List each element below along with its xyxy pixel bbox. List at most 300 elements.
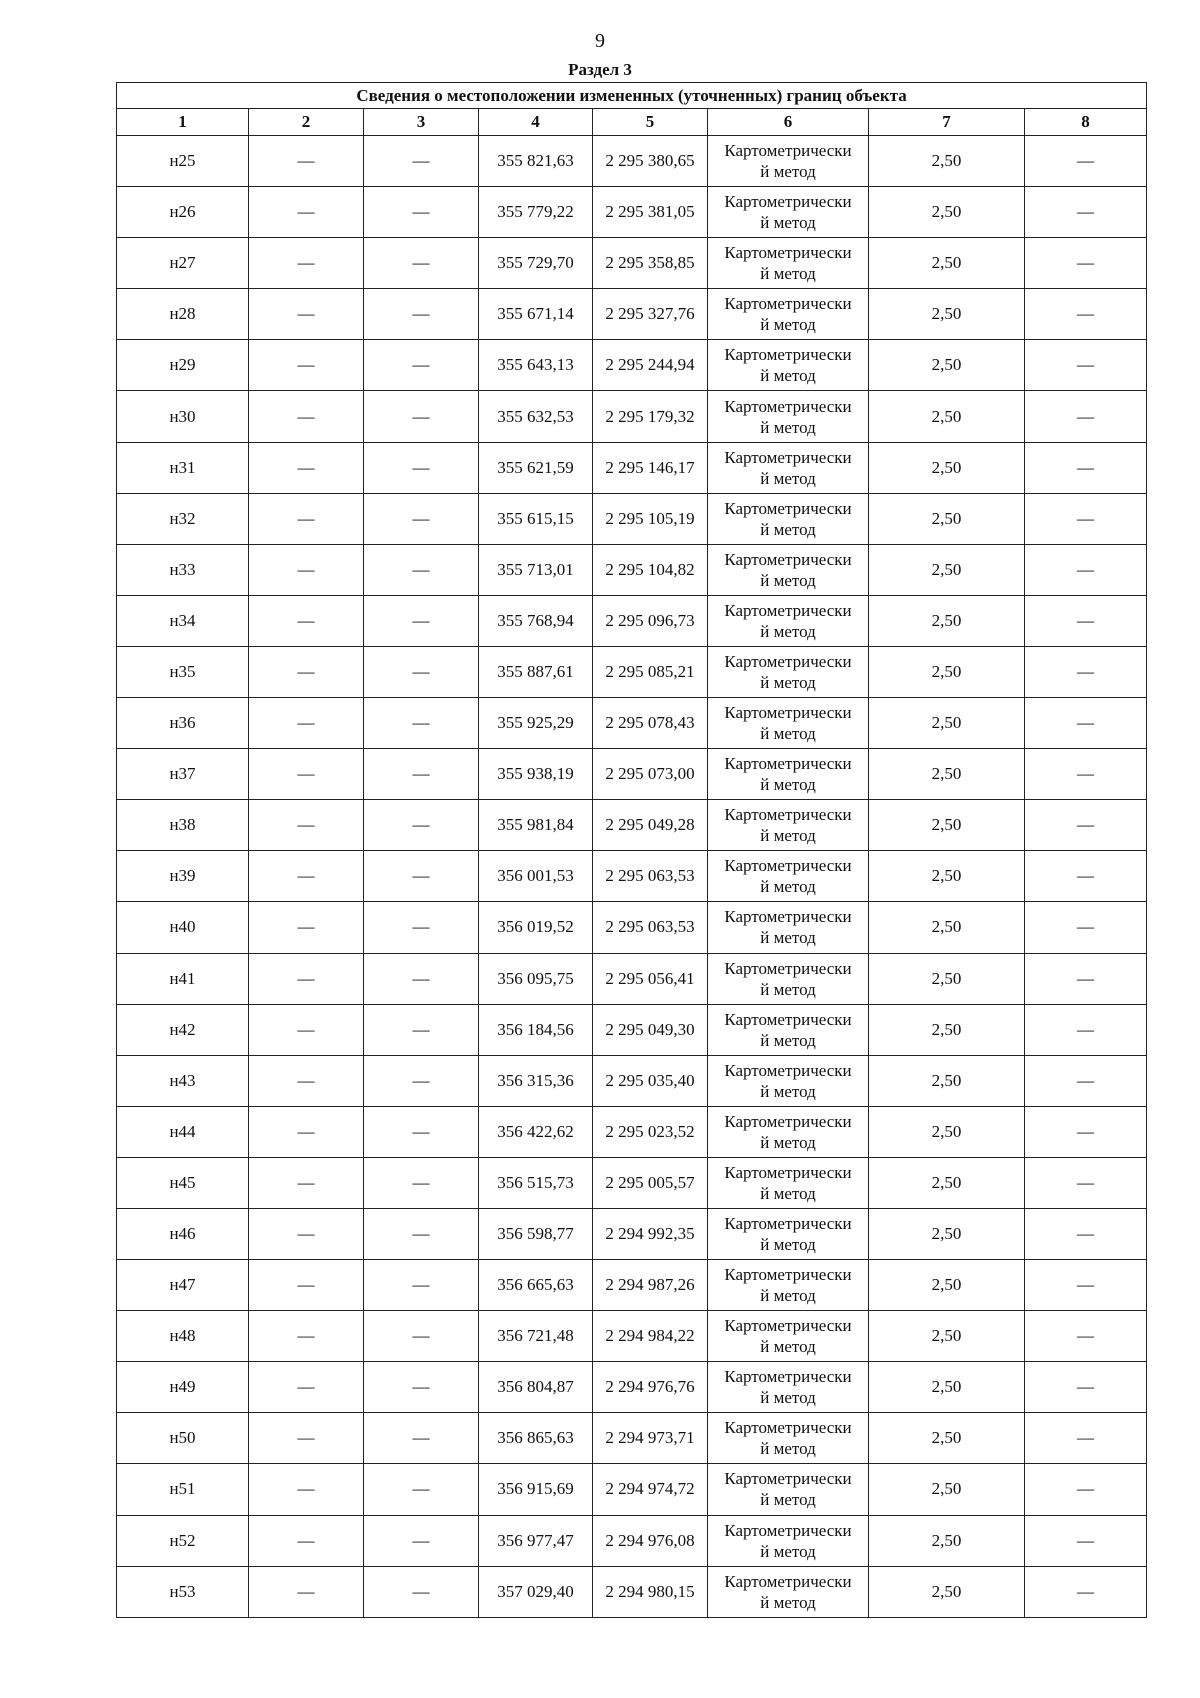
dash-cell: — xyxy=(1025,749,1147,800)
method-line-2: й метод xyxy=(760,1490,816,1510)
method-line-2: й метод xyxy=(760,162,816,182)
method-line-2: й метод xyxy=(760,621,816,641)
dash-cell: — xyxy=(364,1208,479,1259)
accuracy-cell: 2,50 xyxy=(869,1004,1025,1055)
accuracy-cell: 2,50 xyxy=(869,1311,1025,1362)
dash-cell: — xyxy=(1025,1362,1147,1413)
dash-cell: — xyxy=(1025,800,1147,851)
method-line-2: й метод xyxy=(760,570,816,590)
dash-cell: — xyxy=(1025,698,1147,749)
y-coordinate-cell: 2 295 381,05 xyxy=(593,187,708,238)
method-line-1: Картометрически xyxy=(724,243,852,263)
table-row xyxy=(117,1055,1147,1106)
dash-cell: — xyxy=(249,646,364,697)
x-coordinate-cell: 356 804,87 xyxy=(479,1362,593,1413)
dash-cell: — xyxy=(1025,953,1147,1004)
method-line-2: й метод xyxy=(760,1132,816,1152)
accuracy-cell: 2,50 xyxy=(869,493,1025,544)
dash-cell: — xyxy=(1025,391,1147,442)
dash-cell: — xyxy=(364,391,479,442)
method-cell xyxy=(708,442,869,493)
accuracy-cell: 2,50 xyxy=(869,851,1025,902)
y-coordinate-cell: 2 295 105,19 xyxy=(593,493,708,544)
method-line-2: й метод xyxy=(760,366,816,386)
x-coordinate-cell: 355 729,70 xyxy=(479,238,593,289)
method-line-1: Картометрически xyxy=(724,1469,852,1489)
dash-cell: — xyxy=(1025,289,1147,340)
accuracy-cell: 2,50 xyxy=(869,1464,1025,1515)
table-row xyxy=(117,646,1147,697)
method-cell xyxy=(708,136,869,187)
method-line-1: Картометрически xyxy=(724,1009,852,1029)
accuracy-cell: 2,50 xyxy=(869,902,1025,953)
table-caption: Сведения о местоположении измененных (уточненных) границ объекта xyxy=(117,83,1147,109)
x-coordinate-cell: 355 925,29 xyxy=(479,698,593,749)
dash-cell: — xyxy=(1025,1515,1147,1566)
y-coordinate-cell: 2 295 179,32 xyxy=(593,391,708,442)
x-coordinate-cell: 355 779,22 xyxy=(479,187,593,238)
method-cell xyxy=(708,187,869,238)
dash-cell: — xyxy=(364,1515,479,1566)
method-cell xyxy=(708,238,869,289)
y-coordinate-cell: 2 295 096,73 xyxy=(593,595,708,646)
method-line-1: Картометрически xyxy=(724,1060,852,1080)
accuracy-cell: 2,50 xyxy=(869,1106,1025,1157)
dash-cell: — xyxy=(249,391,364,442)
table-row xyxy=(117,391,1147,442)
x-coordinate-cell: 356 001,53 xyxy=(479,851,593,902)
dash-cell: — xyxy=(364,493,479,544)
accuracy-cell: 2,50 xyxy=(869,1515,1025,1566)
method-line-1: Картометрически xyxy=(724,1162,852,1182)
method-line-1: Картометрически xyxy=(724,549,852,569)
dash-cell: — xyxy=(364,1311,479,1362)
x-coordinate-cell: 356 184,56 xyxy=(479,1004,593,1055)
y-coordinate-cell: 2 295 327,76 xyxy=(593,289,708,340)
x-coordinate-cell: 356 977,47 xyxy=(479,1515,593,1566)
method-line-2: й метод xyxy=(760,519,816,539)
method-cell xyxy=(708,1055,869,1106)
x-coordinate-cell: 355 713,01 xyxy=(479,544,593,595)
column-number: 2 xyxy=(249,109,364,136)
y-coordinate-cell: 2 295 063,53 xyxy=(593,851,708,902)
table-row xyxy=(117,595,1147,646)
accuracy-cell: 2,50 xyxy=(869,289,1025,340)
dash-cell: — xyxy=(1025,902,1147,953)
x-coordinate-cell: 357 029,40 xyxy=(479,1566,593,1617)
accuracy-cell: 2,50 xyxy=(869,1157,1025,1208)
dash-cell: — xyxy=(249,289,364,340)
dash-cell: — xyxy=(364,851,479,902)
point-id-cell: н49 xyxy=(117,1362,249,1413)
table-row xyxy=(117,1208,1147,1259)
column-number: 6 xyxy=(708,109,869,136)
y-coordinate-cell: 2 294 976,76 xyxy=(593,1362,708,1413)
method-line-1: Картометрически xyxy=(724,754,852,774)
dash-cell: — xyxy=(1025,1157,1147,1208)
dash-cell: — xyxy=(1025,851,1147,902)
method-cell xyxy=(708,1515,869,1566)
dash-cell: — xyxy=(1025,1208,1147,1259)
dash-cell: — xyxy=(1025,1464,1147,1515)
dash-cell: — xyxy=(249,1362,364,1413)
dash-cell: — xyxy=(364,1260,479,1311)
point-id-cell: н29 xyxy=(117,340,249,391)
method-line-1: Картометрически xyxy=(724,294,852,314)
accuracy-cell: 2,50 xyxy=(869,646,1025,697)
accuracy-cell: 2,50 xyxy=(869,1566,1025,1617)
table-row xyxy=(117,136,1147,187)
method-line-1: Картометрически xyxy=(724,498,852,518)
method-line-2: й метод xyxy=(760,979,816,999)
dash-cell: — xyxy=(1025,1566,1147,1617)
dash-cell: — xyxy=(249,1413,364,1464)
dash-cell: — xyxy=(1025,1004,1147,1055)
point-id-cell: н27 xyxy=(117,238,249,289)
x-coordinate-cell: 355 981,84 xyxy=(479,800,593,851)
dash-cell: — xyxy=(1025,1055,1147,1106)
y-coordinate-cell: 2 295 380,65 xyxy=(593,136,708,187)
y-coordinate-cell: 2 295 146,17 xyxy=(593,442,708,493)
method-cell xyxy=(708,953,869,1004)
accuracy-cell: 2,50 xyxy=(869,953,1025,1004)
method-cell xyxy=(708,646,869,697)
point-id-cell: н30 xyxy=(117,391,249,442)
table-row xyxy=(117,1566,1147,1617)
accuracy-cell: 2,50 xyxy=(869,1208,1025,1259)
point-id-cell: н53 xyxy=(117,1566,249,1617)
dash-cell: — xyxy=(364,1055,479,1106)
dash-cell: — xyxy=(249,1055,364,1106)
method-line-2: й метод xyxy=(760,1183,816,1203)
table-row xyxy=(117,187,1147,238)
point-id-cell: н25 xyxy=(117,136,249,187)
method-line-1: Картометрически xyxy=(724,1214,852,1234)
dash-cell: — xyxy=(249,1566,364,1617)
dash-cell: — xyxy=(249,1311,364,1362)
method-line-2: й метод xyxy=(760,1388,816,1408)
dash-cell: — xyxy=(364,595,479,646)
method-line-1: Картометрически xyxy=(724,192,852,212)
dash-cell: — xyxy=(1025,1260,1147,1311)
dash-cell: — xyxy=(1025,544,1147,595)
point-id-cell: н50 xyxy=(117,1413,249,1464)
method-line-2: й метод xyxy=(760,315,816,335)
point-id-cell: н36 xyxy=(117,698,249,749)
x-coordinate-cell: 355 615,15 xyxy=(479,493,593,544)
dash-cell: — xyxy=(1025,1311,1147,1362)
dash-cell: — xyxy=(1025,340,1147,391)
accuracy-cell: 2,50 xyxy=(869,698,1025,749)
accuracy-cell: 2,50 xyxy=(869,391,1025,442)
y-coordinate-cell: 2 295 005,57 xyxy=(593,1157,708,1208)
y-coordinate-cell: 2 295 063,53 xyxy=(593,902,708,953)
accuracy-cell: 2,50 xyxy=(869,595,1025,646)
table-row xyxy=(117,1260,1147,1311)
column-number-row xyxy=(117,109,1147,136)
accuracy-cell: 2,50 xyxy=(869,187,1025,238)
y-coordinate-cell: 2 295 035,40 xyxy=(593,1055,708,1106)
table-row xyxy=(117,953,1147,1004)
method-cell xyxy=(708,1157,869,1208)
method-cell xyxy=(708,851,869,902)
method-cell xyxy=(708,1362,869,1413)
table-row xyxy=(117,544,1147,595)
y-coordinate-cell: 2 295 104,82 xyxy=(593,544,708,595)
dash-cell: — xyxy=(249,1157,364,1208)
method-line-2: й метод xyxy=(760,417,816,437)
point-id-cell: н37 xyxy=(117,749,249,800)
dash-cell: — xyxy=(249,749,364,800)
point-id-cell: н39 xyxy=(117,851,249,902)
point-id-cell: н26 xyxy=(117,187,249,238)
method-line-2: й метод xyxy=(760,1286,816,1306)
x-coordinate-cell: 356 598,77 xyxy=(479,1208,593,1259)
table-row xyxy=(117,1004,1147,1055)
accuracy-cell: 2,50 xyxy=(869,1362,1025,1413)
table-row xyxy=(117,1362,1147,1413)
method-cell xyxy=(708,493,869,544)
method-cell xyxy=(708,595,869,646)
method-line-2: й метод xyxy=(760,724,816,744)
x-coordinate-cell: 355 938,19 xyxy=(479,749,593,800)
dash-cell: — xyxy=(364,340,479,391)
dash-cell: — xyxy=(364,800,479,851)
dash-cell: — xyxy=(1025,1413,1147,1464)
x-coordinate-cell: 356 665,63 xyxy=(479,1260,593,1311)
method-line-2: й метод xyxy=(760,468,816,488)
table-row xyxy=(117,749,1147,800)
method-line-1: Картометрически xyxy=(724,141,852,161)
method-cell xyxy=(708,391,869,442)
x-coordinate-cell: 356 721,48 xyxy=(479,1311,593,1362)
method-cell xyxy=(708,1413,869,1464)
method-line-2: й метод xyxy=(760,928,816,948)
method-line-1: Картометрически xyxy=(724,958,852,978)
x-coordinate-cell: 356 515,73 xyxy=(479,1157,593,1208)
boundary-coordinates-table xyxy=(116,82,1147,1618)
method-line-1: Картометрически xyxy=(724,1571,852,1591)
dash-cell: — xyxy=(249,595,364,646)
dash-cell: — xyxy=(249,1464,364,1515)
method-line-1: Картометрически xyxy=(724,1111,852,1131)
accuracy-cell: 2,50 xyxy=(869,544,1025,595)
table-row xyxy=(117,1106,1147,1157)
method-line-1: Картометрически xyxy=(724,651,852,671)
dash-cell: — xyxy=(249,187,364,238)
dash-cell: — xyxy=(249,1260,364,1311)
y-coordinate-cell: 2 294 987,26 xyxy=(593,1260,708,1311)
table-row xyxy=(117,238,1147,289)
point-id-cell: н44 xyxy=(117,1106,249,1157)
y-coordinate-cell: 2 295 049,30 xyxy=(593,1004,708,1055)
y-coordinate-cell: 2 294 976,08 xyxy=(593,1515,708,1566)
point-id-cell: н40 xyxy=(117,902,249,953)
point-id-cell: н48 xyxy=(117,1311,249,1362)
x-coordinate-cell: 356 315,36 xyxy=(479,1055,593,1106)
method-line-2: й метод xyxy=(760,1235,816,1255)
dash-cell: — xyxy=(249,953,364,1004)
method-line-1: Картометрически xyxy=(724,907,852,927)
dash-cell: — xyxy=(1025,238,1147,289)
table-row xyxy=(117,698,1147,749)
method-line-1: Картометрически xyxy=(724,1418,852,1438)
dash-cell: — xyxy=(249,1004,364,1055)
y-coordinate-cell: 2 295 085,21 xyxy=(593,646,708,697)
table-row xyxy=(117,289,1147,340)
point-id-cell: н43 xyxy=(117,1055,249,1106)
accuracy-cell: 2,50 xyxy=(869,238,1025,289)
method-line-2: й метод xyxy=(760,1081,816,1101)
accuracy-cell: 2,50 xyxy=(869,1413,1025,1464)
dash-cell: — xyxy=(364,187,479,238)
dash-cell: — xyxy=(249,851,364,902)
x-coordinate-cell: 355 887,61 xyxy=(479,646,593,697)
dash-cell: — xyxy=(364,1464,479,1515)
table-caption-row xyxy=(117,83,1147,109)
y-coordinate-cell: 2 295 049,28 xyxy=(593,800,708,851)
point-id-cell: н47 xyxy=(117,1260,249,1311)
dash-cell: — xyxy=(364,749,479,800)
x-coordinate-cell: 355 671,14 xyxy=(479,289,593,340)
dash-cell: — xyxy=(364,1362,479,1413)
dash-cell: — xyxy=(364,1566,479,1617)
column-number: 7 xyxy=(869,109,1025,136)
column-number: 4 xyxy=(479,109,593,136)
dash-cell: — xyxy=(249,493,364,544)
dash-cell: — xyxy=(364,289,479,340)
y-coordinate-cell: 2 294 992,35 xyxy=(593,1208,708,1259)
method-line-2: й метод xyxy=(760,775,816,795)
x-coordinate-cell: 355 632,53 xyxy=(479,391,593,442)
point-id-cell: н45 xyxy=(117,1157,249,1208)
dash-cell: — xyxy=(1025,442,1147,493)
x-coordinate-cell: 356 865,63 xyxy=(479,1413,593,1464)
method-line-1: Картометрически xyxy=(724,703,852,723)
point-id-cell: н34 xyxy=(117,595,249,646)
method-cell xyxy=(708,749,869,800)
accuracy-cell: 2,50 xyxy=(869,749,1025,800)
point-id-cell: н42 xyxy=(117,1004,249,1055)
y-coordinate-cell: 2 295 056,41 xyxy=(593,953,708,1004)
x-coordinate-cell: 355 821,63 xyxy=(479,136,593,187)
y-coordinate-cell: 2 295 073,00 xyxy=(593,749,708,800)
point-id-cell: н51 xyxy=(117,1464,249,1515)
accuracy-cell: 2,50 xyxy=(869,1260,1025,1311)
method-cell xyxy=(708,340,869,391)
point-id-cell: н33 xyxy=(117,544,249,595)
dash-cell: — xyxy=(364,698,479,749)
method-line-2: й метод xyxy=(760,877,816,897)
y-coordinate-cell: 2 294 984,22 xyxy=(593,1311,708,1362)
page-number: 9 xyxy=(595,30,605,52)
method-cell xyxy=(708,1106,869,1157)
y-coordinate-cell: 2 295 078,43 xyxy=(593,698,708,749)
dash-cell: — xyxy=(1025,595,1147,646)
dash-cell: — xyxy=(249,902,364,953)
dash-cell: — xyxy=(1025,1106,1147,1157)
dash-cell: — xyxy=(364,442,479,493)
method-line-1: Картометрически xyxy=(724,447,852,467)
y-coordinate-cell: 2 294 980,15 xyxy=(593,1566,708,1617)
table-row xyxy=(117,340,1147,391)
column-number: 1 xyxy=(117,109,249,136)
dash-cell: — xyxy=(249,340,364,391)
method-line-1: Картометрически xyxy=(724,345,852,365)
accuracy-cell: 2,50 xyxy=(869,1055,1025,1106)
method-line-1: Картометрически xyxy=(724,1316,852,1336)
point-id-cell: н46 xyxy=(117,1208,249,1259)
dash-cell: — xyxy=(364,646,479,697)
dash-cell: — xyxy=(249,136,364,187)
method-cell xyxy=(708,698,869,749)
dash-cell: — xyxy=(249,238,364,289)
table-row xyxy=(117,1311,1147,1362)
method-line-2: й метод xyxy=(760,1030,816,1050)
accuracy-cell: 2,50 xyxy=(869,340,1025,391)
accuracy-cell: 2,50 xyxy=(869,442,1025,493)
y-coordinate-cell: 2 294 973,71 xyxy=(593,1413,708,1464)
method-cell xyxy=(708,800,869,851)
method-line-1: Картометрически xyxy=(724,1367,852,1387)
point-id-cell: н41 xyxy=(117,953,249,1004)
method-cell xyxy=(708,1208,869,1259)
dash-cell: — xyxy=(249,698,364,749)
method-cell xyxy=(708,1566,869,1617)
method-cell xyxy=(708,1464,869,1515)
method-cell xyxy=(708,289,869,340)
dash-cell: — xyxy=(249,1515,364,1566)
x-coordinate-cell: 355 768,94 xyxy=(479,595,593,646)
dash-cell: — xyxy=(249,800,364,851)
y-coordinate-cell: 2 295 244,94 xyxy=(593,340,708,391)
method-line-2: й метод xyxy=(760,1337,816,1357)
method-line-2: й метод xyxy=(760,826,816,846)
dash-cell: — xyxy=(249,1106,364,1157)
method-line-1: Картометрически xyxy=(724,856,852,876)
method-line-1: Картометрически xyxy=(724,396,852,416)
method-cell xyxy=(708,1260,869,1311)
method-cell xyxy=(708,544,869,595)
table-row xyxy=(117,800,1147,851)
y-coordinate-cell: 2 295 358,85 xyxy=(593,238,708,289)
method-line-2: й метод xyxy=(760,1439,816,1459)
dash-cell: — xyxy=(364,1004,479,1055)
point-id-cell: н35 xyxy=(117,646,249,697)
point-id-cell: н32 xyxy=(117,493,249,544)
dash-cell: — xyxy=(1025,493,1147,544)
method-line-1: Картометрически xyxy=(724,805,852,825)
dash-cell: — xyxy=(249,442,364,493)
x-coordinate-cell: 356 019,52 xyxy=(479,902,593,953)
dash-cell: — xyxy=(249,544,364,595)
y-coordinate-cell: 2 294 974,72 xyxy=(593,1464,708,1515)
method-line-2: й метод xyxy=(760,1541,816,1561)
table-body xyxy=(117,136,1147,1618)
table-row xyxy=(117,1515,1147,1566)
method-cell xyxy=(708,1004,869,1055)
dash-cell: — xyxy=(364,544,479,595)
x-coordinate-cell: 356 915,69 xyxy=(479,1464,593,1515)
method-line-2: й метод xyxy=(760,672,816,692)
accuracy-cell: 2,50 xyxy=(869,800,1025,851)
section-title: Раздел 3 xyxy=(568,60,632,79)
method-cell xyxy=(708,902,869,953)
point-id-cell: н38 xyxy=(117,800,249,851)
table-row xyxy=(117,1464,1147,1515)
dash-cell: — xyxy=(364,238,479,289)
dash-cell: — xyxy=(364,902,479,953)
